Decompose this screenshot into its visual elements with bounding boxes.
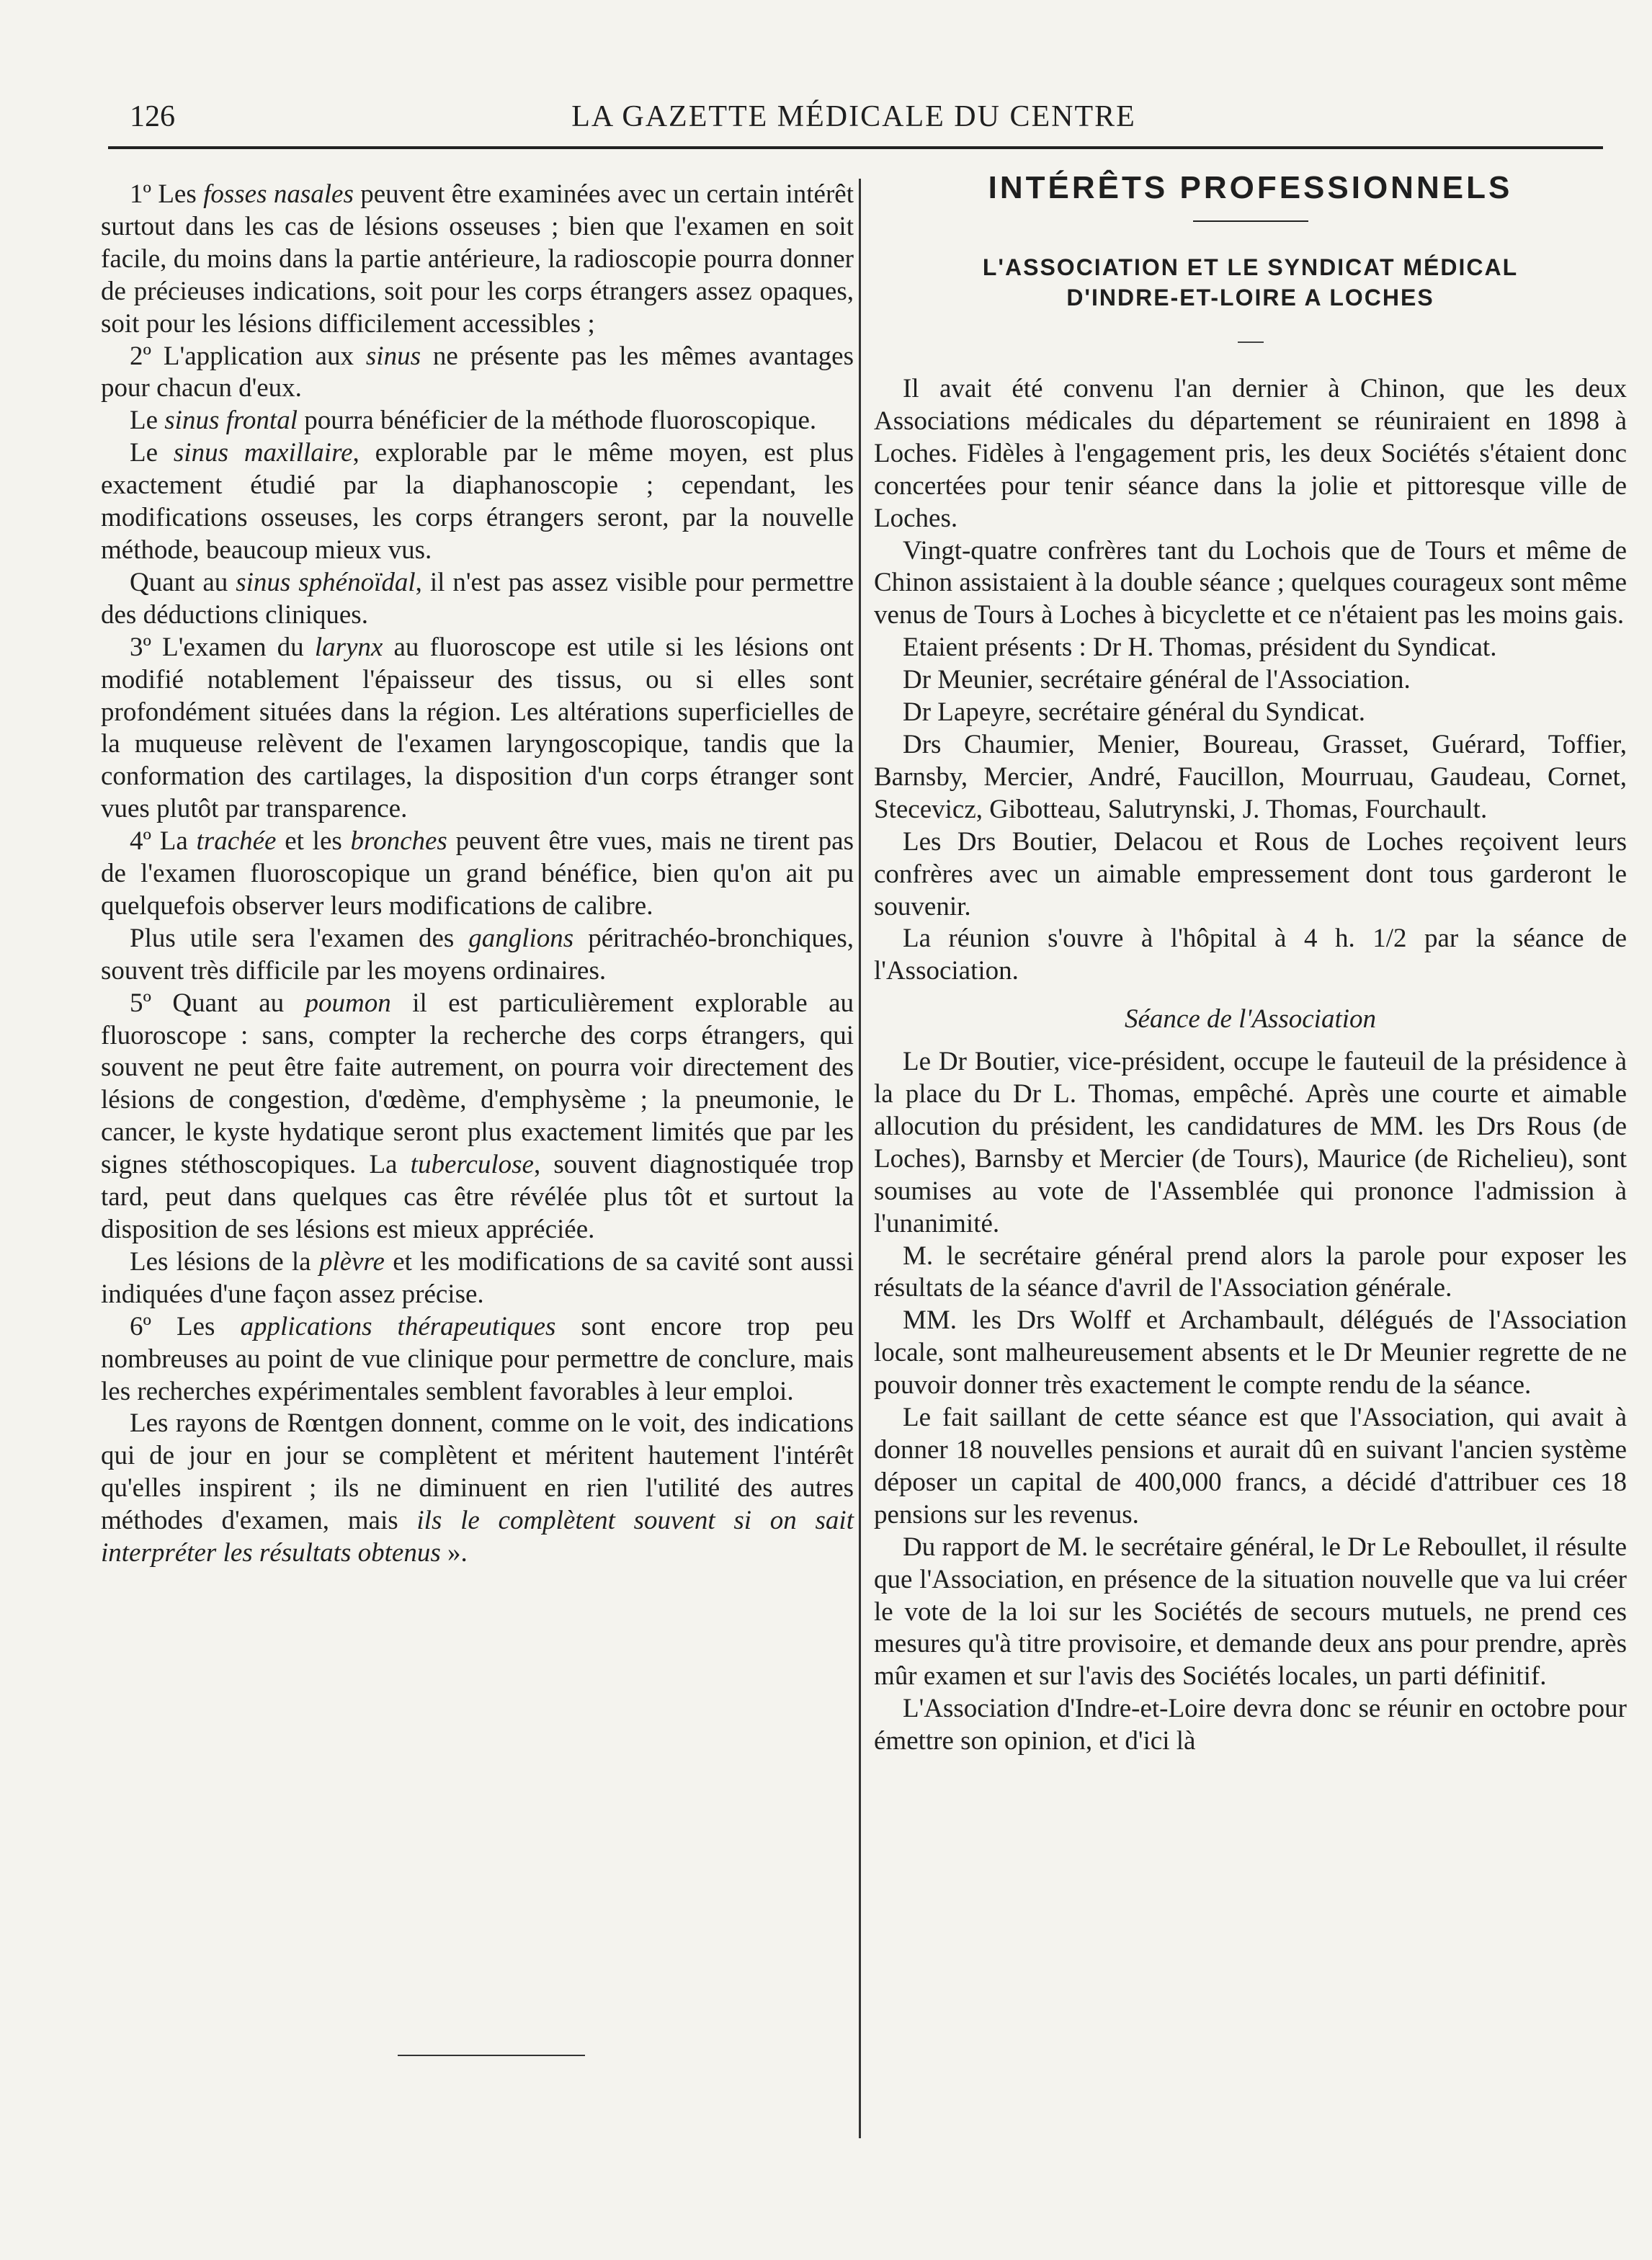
paragraph: L'Association d'Indre-et-Loire devra donc se réunir en octobre pour émettre son opinion, et d'ici là	[874, 1694, 1627, 1756]
paragraph: 5º Quant au poumon il est particulièrement explorable au fluoroscope : sans, compter la recherche des corps étrangers, qui souvent ne peut être faite autrement, on pourra voir directement des lésions de congestion, d'œdème, d'emphysème ; la pneumonie, le cancer, le kyste hydatique seront plus exactement limités que par les signes stéthoscopiques. La tuberculose, souvent diagnostiquée trop tard, peut dans quelques cas être révélée plus tôt et surtout la disposition de ses lésions est mieux appréciée.	[101, 988, 854, 1244]
paragraph: Dr Lapeyre, secrétaire général du Syndicat.	[903, 697, 1366, 728]
right-column	[874, 164, 1627, 1758]
paragraph: Il avait été convenu l'an dernier à Chinon, que les deux Associations médicales du département se réuniraient en 1898 à Loches. Fidèles à l'engagement pris, les deux Sociétés s'étaient donc concertées pour tenir séance dans la jolie et pittoresque ville de Loches.	[874, 374, 1627, 533]
title-rule	[1193, 220, 1308, 222]
paragraph: Du rapport de M. le secrétaire général, le Dr Le Reboullet, il résulte que l'Association, en présence de la situation nouvelle que va lui créer le vote de la loi sur les Sociétés de secours mutuels, ne prend ces mesures qu'à titre provisoire, et demande deux ans pour prendre, après mûr examen et sur l'avis des Sociétés locales, un parti définitif.	[874, 1532, 1627, 1692]
section-title: INTÉRÊTS PROFESSIONNELS	[988, 170, 1513, 205]
paragraph: Le Dr Boutier, vice-président, occupe le fauteuil de la présidence à la place du Dr L. Thomas, empêché. Après une courte et aimable allocution du président, les candidatures de MM. les Drs Rous (de Loches), Barnsby et Mercier (de Tours), Maurice (de Richelieu), sont soumises au vote de l'Assemblée qui prononce l'admission à l'unanimité.	[874, 1047, 1627, 1238]
paragraph: Le sinus maxillaire, explorable par le même moyen, est plus exactement étudié par la diaphanoscopie ; cependant, les modifications osseuses, les corps étrangers seront, par la nouvelle méthode, beaucoup mieux vus.	[101, 438, 854, 565]
article-title-line1: L'ASSOCIATION ET LE SYNDICAT MÉDICAL	[982, 254, 1519, 280]
subheading: Séance de l'Association	[1124, 1004, 1377, 1035]
journal-title: LA GAZETTE MÉDICALE DU CENTRE	[571, 100, 1136, 133]
paragraph: Le fait saillant de cette séance est que l'Association, qui avait à donner 18 nouvelles pensions et aurait dû en suivant l'ancien système déposer un capital de 400,000 francs, a décidé d'attribuer ces 18 pensions sur les revenus.	[874, 1403, 1627, 1529]
page-number: 126	[130, 100, 175, 133]
paragraph: Les rayons de Rœntgen donnent, comme on le voit, des indications qui de jour en jour se complètent et méritent hautement l'intérêt qu'elles inspirent ; ils ne diminuent en rien l'utilité des autres méthodes d'examen, mais ils le complètent souvent si on sait interpréter les résultats obtenus ».	[101, 1408, 854, 1568]
paragraph: MM. les Drs Wolff et Archambault, délégués de l'Association locale, sont malheureusement absents et le Dr Meunier regrette de ne pouvoir donner très exactement le compte rendu de la séance.	[874, 1305, 1627, 1401]
paragraph: 1º Les fosses nasales peuvent être examinées avec un certain intérêt surtout dans les cas de lésions osseuses ; bien que l'examen en soit facile, du moins dans la partie antérieure, la radioscopie pourra donner de précieuses indications, soit pour les corps étrangers assez opaques, soit pour les lésions difficilement accessibles ;	[101, 179, 854, 339]
paragraph: Les Drs Boutier, Delacou et Rous de Loches reçoivent leurs confrères avec un aimable empressement dont tous garderont le souvenir.	[874, 826, 1627, 921]
article-end-rule	[398, 2055, 585, 2056]
paragraph: La réunion s'ouvre à l'hôpital à 4 h. 1/2 par la séance de l'Association.	[874, 924, 1627, 986]
paragraph: Les lésions de la plèvre et les modifications de sa cavité sont aussi indiquées d'une façon assez précise.	[101, 1246, 854, 1309]
paragraph: Drs Chaumier, Menier, Boureau, Grasset, Guérard, Toffier, Barnsby, Mercier, André, Faucillon, Mourruau, Gaudeau, Cornet, Stecevicz, Gibotteau, Salutrynski, J. Thomas, Fourchault.	[874, 729, 1627, 824]
column-divider	[859, 179, 861, 2138]
paragraph: Etaient présents : Dr H. Thomas, président du Syndicat.	[903, 633, 1497, 663]
paragraph: Plus utile sera l'examen des ganglions péritrachéo-bronchiques, souvent très difficile par les moyens ordinaires.	[101, 923, 854, 986]
paragraph: Le sinus frontal pourra bénéficier de la méthode fluoroscopique.	[130, 406, 817, 436]
header-rule	[108, 146, 1603, 149]
paragraph: 6º Les applications thérapeutiques sont encore trop peu nombreuses au point de vue clinique pour permettre de conclure, mais les recherches expérimentales semblent favorables à leur emploi.	[101, 1311, 854, 1406]
paragraph: 4º La trachée et les bronches peuvent être vues, mais ne tirent pas de l'examen fluoroscopique un grand bénéfice, bien qu'on ait pu quelquefois observer leurs modifications de calibre.	[101, 826, 854, 921]
left-column	[101, 179, 854, 1570]
paragraph: 3º L'examen du larynx au fluoroscope est utile si les lésions ont modifié notablement l'épaisseur des tissus, ou si elles sont profondément situées dans la région. Les altérations superficielles de la muqueuse relèvent de l'examen laryngoscopique, tandis que la conformation des cartilages, la disposition d'un corps étranger sont vues plutôt par transparence.	[101, 632, 854, 824]
title-dash	[1238, 341, 1264, 343]
paragraph: 2º L'application aux sinus ne présente pas les mêmes avantages pour chacun d'eux.	[101, 341, 854, 403]
paragraph: Vingt-quatre confrères tant du Lochois que de Tours et même de Chinon assistaient à la double séance ; quelques courageux sont même venus de Tours à Loches à bicyclette et ce n'étaient pas les moins gais.	[874, 535, 1627, 630]
paragraph: M. le secrétaire général prend alors la parole pour exposer les résultats de la séance d'avril de l'Association générale.	[874, 1241, 1627, 1303]
page-header	[108, 99, 1599, 143]
article-title-line2: D'INDRE-ET-LOIRE A LOCHES	[1066, 285, 1434, 311]
paragraph: Quant au sinus sphénoïdal, il n'est pas assez visible pour permettre des déductions cliniques.	[101, 567, 854, 630]
paragraph: Dr Meunier, secrétaire général de l'Association.	[903, 665, 1411, 695]
